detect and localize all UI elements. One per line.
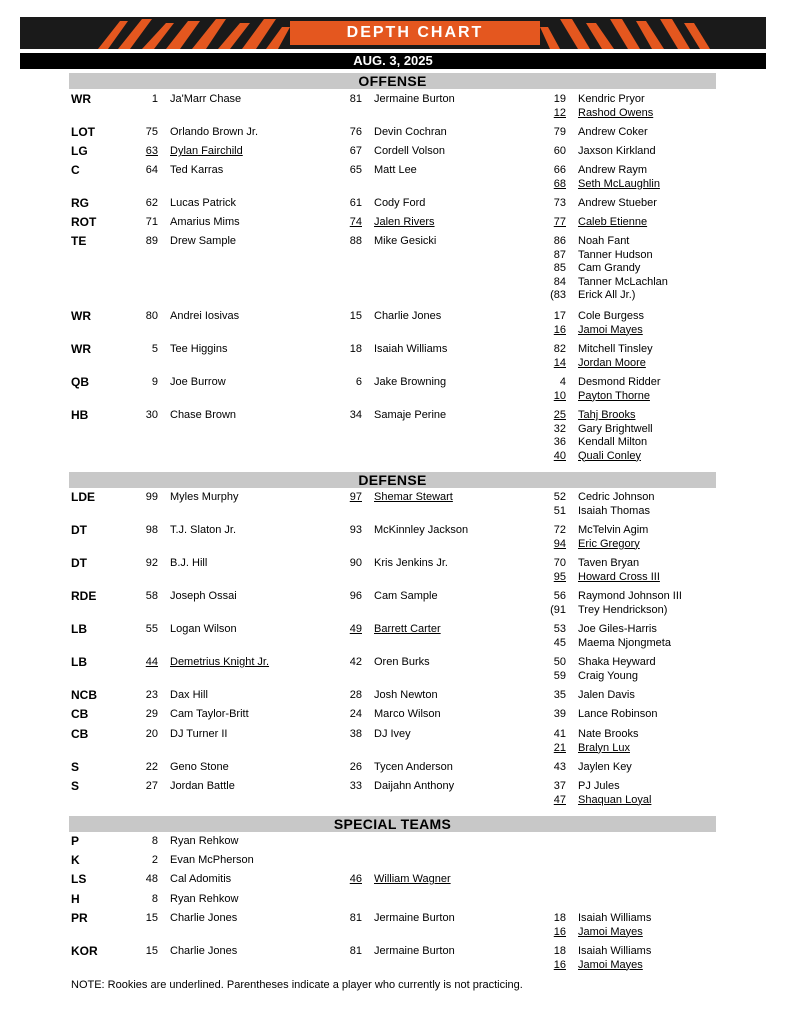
player-name: Nate Brooks bbox=[578, 728, 639, 740]
position-label: DT bbox=[71, 556, 87, 570]
jersey-number: 86 bbox=[553, 235, 566, 247]
jersey-number: 23 bbox=[145, 689, 158, 701]
position-label: LDE bbox=[71, 490, 95, 504]
jersey-number: 72 bbox=[553, 524, 566, 536]
player-name: Rashod Owens bbox=[578, 106, 654, 119]
position-label: P bbox=[71, 834, 80, 848]
jersey-number: 66 bbox=[553, 164, 566, 176]
jersey-number: 21 bbox=[553, 741, 566, 754]
jersey-number: 25 bbox=[553, 409, 566, 421]
jersey-number: 71 bbox=[145, 216, 158, 228]
jersey-number: 35 bbox=[553, 689, 566, 701]
player-name: PJ Jules bbox=[578, 780, 620, 792]
jersey-number: 53 bbox=[553, 623, 566, 635]
jersey-number: 29 bbox=[145, 708, 158, 720]
jersey-number: 77 bbox=[553, 216, 566, 228]
jersey-number: 8 bbox=[151, 893, 158, 905]
jersey-number: 1 bbox=[151, 93, 158, 105]
player-name: Cal Adomitis bbox=[170, 873, 232, 885]
player-name: Kendall Milton bbox=[578, 436, 648, 448]
position-label: LG bbox=[71, 144, 88, 158]
jersey-number: 20 bbox=[145, 728, 158, 740]
jersey-number: 79 bbox=[553, 126, 566, 138]
player-name: Cole Burgess bbox=[578, 310, 645, 322]
position-label: C bbox=[71, 163, 80, 177]
jersey-number: 36 bbox=[553, 436, 566, 448]
player-name: Trey Hendrickson) bbox=[578, 603, 668, 616]
jersey-number: (91 bbox=[550, 603, 566, 616]
jersey-number: 10 bbox=[553, 389, 566, 402]
jersey-number: 18 bbox=[349, 343, 362, 355]
player-name: Jalen Davis bbox=[578, 689, 635, 701]
jersey-number: 96 bbox=[349, 590, 362, 602]
player-name: Orlando Brown Jr. bbox=[170, 126, 259, 138]
player-name: Quali Conley bbox=[578, 449, 641, 462]
jersey-number: 63 bbox=[145, 145, 158, 157]
player-name: Jaylen Key bbox=[578, 761, 632, 773]
player-name: Jalen Rivers bbox=[374, 216, 435, 228]
player-name: Desmond Ridder bbox=[578, 376, 661, 388]
jersey-number: 17 bbox=[553, 310, 566, 322]
jersey-number: 14 bbox=[553, 356, 566, 369]
jersey-number: 82 bbox=[553, 343, 566, 355]
player-name: Kris Jenkins Jr. bbox=[374, 557, 448, 569]
player-name: William Wagner bbox=[374, 873, 451, 885]
position-label: RG bbox=[71, 196, 89, 210]
section-header-defense: DEFENSE bbox=[69, 472, 716, 488]
player-name: Eric Gregory bbox=[578, 537, 640, 550]
position-label: WR bbox=[71, 342, 91, 356]
jersey-number: 74 bbox=[349, 216, 362, 228]
position-label: LS bbox=[71, 872, 87, 886]
jersey-number: 41 bbox=[553, 728, 566, 740]
player-name: Devin Cochran bbox=[374, 126, 447, 138]
player-name: Geno Stone bbox=[170, 761, 229, 773]
player-name: Chase Brown bbox=[170, 409, 237, 421]
jersey-number: 58 bbox=[145, 590, 158, 602]
player-name: Cam Taylor-Britt bbox=[170, 708, 249, 720]
jersey-number: 67 bbox=[349, 145, 362, 157]
player-name: Josh Newton bbox=[374, 689, 438, 701]
position-label: H bbox=[71, 892, 80, 906]
footnote: NOTE: Rookies are underlined. Parentheses indicate a player who currently is not practicing. bbox=[71, 979, 523, 991]
position-label: CB bbox=[71, 707, 89, 721]
player-name: Isaiah Williams bbox=[578, 912, 652, 924]
jersey-number: 80 bbox=[145, 310, 158, 322]
jersey-number: 39 bbox=[553, 708, 566, 720]
jersey-number: 18 bbox=[553, 945, 566, 957]
player-name: Noah Fant bbox=[578, 235, 630, 247]
player-name: Mitchell Tinsley bbox=[578, 343, 653, 355]
position-label: S bbox=[71, 760, 80, 774]
player-name: Ted Karras bbox=[170, 164, 224, 176]
jersey-number: 30 bbox=[145, 409, 158, 421]
player-name: Lance Robinson bbox=[578, 708, 658, 720]
jersey-number: 38 bbox=[349, 728, 362, 740]
jersey-number: 61 bbox=[349, 197, 362, 209]
jersey-number: 40 bbox=[553, 449, 566, 462]
jersey-number: 16 bbox=[553, 323, 566, 336]
jersey-number: 24 bbox=[349, 708, 362, 720]
player-name: Jermaine Burton bbox=[374, 912, 455, 924]
player-name: Andrei Iosivas bbox=[170, 310, 240, 322]
jersey-number: 87 bbox=[553, 248, 566, 261]
position-label: WR bbox=[71, 92, 91, 106]
player-name: Cedric Johnson bbox=[578, 491, 655, 503]
player-name: Logan Wilson bbox=[170, 623, 237, 635]
jersey-number: 70 bbox=[553, 557, 566, 569]
player-name: Jordan Moore bbox=[578, 356, 646, 369]
jersey-number: 59 bbox=[553, 669, 566, 682]
player-name: Samaje Perine bbox=[374, 409, 447, 421]
position-label: LOT bbox=[71, 125, 95, 139]
jersey-number: 15 bbox=[145, 945, 158, 957]
jersey-number: 2 bbox=[151, 854, 158, 866]
jersey-number: 5 bbox=[151, 343, 158, 355]
player-name: Lucas Patrick bbox=[170, 197, 237, 209]
jersey-number: 6 bbox=[355, 376, 362, 388]
jersey-number: 51 bbox=[553, 504, 566, 517]
jersey-number: 56 bbox=[553, 590, 566, 602]
jersey-number: 42 bbox=[349, 656, 362, 668]
player-name: Marco Wilson bbox=[374, 708, 441, 720]
jersey-number: 62 bbox=[145, 197, 158, 209]
position-label: NCB bbox=[71, 688, 97, 702]
jersey-number: 81 bbox=[349, 945, 362, 957]
jersey-number: 48 bbox=[145, 873, 158, 885]
jersey-number: 8 bbox=[151, 835, 158, 847]
player-name: Tee Higgins bbox=[170, 343, 228, 355]
jersey-number: 99 bbox=[145, 491, 158, 503]
player-name: Taven Bryan bbox=[578, 557, 640, 569]
player-name: Kendric Pryor bbox=[578, 93, 645, 105]
player-name: B.J. Hill bbox=[170, 557, 208, 569]
player-name: Shemar Stewart bbox=[374, 491, 453, 503]
jersey-number: 55 bbox=[145, 623, 158, 635]
jersey-number: 16 bbox=[553, 958, 566, 971]
player-name: Ryan Rehkow bbox=[170, 893, 239, 905]
player-name: Cam Sample bbox=[374, 590, 438, 602]
position-label: WR bbox=[71, 309, 91, 323]
jersey-number: 18 bbox=[553, 912, 566, 924]
player-name: Seth McLaughlin bbox=[578, 177, 660, 190]
jersey-number: 68 bbox=[553, 177, 566, 190]
position-label: K bbox=[71, 853, 80, 867]
jersey-number: 4 bbox=[559, 376, 566, 388]
player-name: Joe Burrow bbox=[170, 376, 226, 388]
jersey-number: 12 bbox=[553, 106, 566, 119]
player-name: Myles Murphy bbox=[170, 491, 239, 503]
player-name: Evan McPherson bbox=[170, 854, 254, 866]
position-label: KOR bbox=[71, 944, 98, 958]
player-name: Andrew Raym bbox=[578, 164, 648, 176]
jersey-number: 85 bbox=[553, 262, 566, 274]
player-name: Jaxson Kirkland bbox=[578, 145, 656, 157]
player-name: DJ Turner II bbox=[170, 728, 228, 740]
section-header-offense: OFFENSE bbox=[69, 73, 716, 89]
player-name: Matt Lee bbox=[374, 164, 417, 176]
player-name: Charlie Jones bbox=[170, 945, 238, 957]
player-name: Jordan Battle bbox=[170, 780, 235, 792]
jersey-number: 26 bbox=[349, 761, 362, 773]
jersey-number: 47 bbox=[553, 793, 566, 806]
player-name: Tanner Hudson bbox=[578, 248, 653, 261]
jersey-number: 43 bbox=[553, 761, 566, 773]
player-name: Joseph Ossai bbox=[170, 590, 237, 602]
player-name: DJ Ivey bbox=[374, 728, 411, 740]
player-name: Raymond Johnson III bbox=[578, 590, 682, 602]
jersey-number: 81 bbox=[349, 912, 362, 924]
jersey-number: 34 bbox=[349, 409, 362, 421]
player-name: Cordell Volson bbox=[374, 145, 445, 157]
player-name: Caleb Etienne bbox=[578, 216, 648, 228]
player-name: Dax Hill bbox=[170, 689, 208, 701]
position-label: DT bbox=[71, 523, 87, 537]
jersey-number: (83 bbox=[550, 289, 566, 301]
player-name: Jamoi Mayes bbox=[578, 925, 643, 938]
player-name: Payton Thorne bbox=[578, 389, 650, 402]
player-name: Barrett Carter bbox=[374, 623, 441, 635]
jersey-number: 46 bbox=[349, 873, 362, 885]
jersey-number: 98 bbox=[145, 524, 158, 536]
player-name: Jamoi Mayes bbox=[578, 958, 643, 971]
player-name: Charlie Jones bbox=[170, 912, 238, 924]
player-name: Andrew Coker bbox=[578, 126, 648, 138]
player-name: Shaquan Loyal bbox=[578, 793, 652, 806]
player-name: Joe Giles-Harris bbox=[578, 623, 657, 635]
jersey-number: 93 bbox=[349, 524, 362, 536]
jersey-number: 27 bbox=[145, 780, 158, 792]
date-bar: AUG. 3, 2025 bbox=[20, 53, 766, 69]
player-name: Cam Grandy bbox=[578, 262, 641, 274]
jersey-number: 76 bbox=[349, 126, 362, 138]
jersey-number: 52 bbox=[553, 491, 566, 503]
player-name: Oren Burks bbox=[374, 656, 430, 668]
player-name: Ja'Marr Chase bbox=[170, 93, 242, 105]
jersey-number: 19 bbox=[553, 93, 566, 105]
player-name: Jake Browning bbox=[374, 376, 447, 388]
position-label: HB bbox=[71, 408, 89, 422]
player-name: Cody Ford bbox=[374, 197, 426, 209]
player-name: Mike Gesicki bbox=[374, 235, 437, 247]
jersey-number: 16 bbox=[553, 925, 566, 938]
player-name: Isaiah Thomas bbox=[578, 504, 650, 517]
header-banner bbox=[20, 17, 766, 49]
player-name: Dylan Fairchild bbox=[170, 145, 243, 157]
player-name: Ryan Rehkow bbox=[170, 835, 239, 847]
player-name: Erick All Jr.) bbox=[578, 289, 636, 301]
player-name: Maema Njongmeta bbox=[578, 636, 671, 649]
jersey-number: 64 bbox=[145, 164, 158, 176]
player-name: Gary Brightwell bbox=[578, 422, 653, 435]
player-name: Daijahn Anthony bbox=[374, 780, 455, 792]
player-name: Jamoi Mayes bbox=[578, 323, 643, 336]
player-name: Howard Cross III bbox=[578, 570, 660, 583]
player-name: Bralyn Lux bbox=[578, 741, 630, 754]
jersey-number: 15 bbox=[145, 912, 158, 924]
section-header-special-teams: SPECIAL TEAMS bbox=[69, 816, 716, 832]
page-title: DEPTH CHART bbox=[290, 21, 540, 45]
jersey-number: 44 bbox=[145, 656, 158, 668]
jersey-number: 89 bbox=[145, 235, 158, 247]
player-name: Jermaine Burton bbox=[374, 945, 455, 957]
position-label: LB bbox=[71, 622, 87, 636]
player-name: Andrew Stueber bbox=[578, 197, 657, 209]
position-label: TE bbox=[71, 234, 87, 248]
jersey-number: 50 bbox=[553, 656, 566, 668]
position-label: PR bbox=[71, 911, 88, 925]
jersey-number: 65 bbox=[349, 164, 362, 176]
player-name: Isaiah Williams bbox=[374, 343, 448, 355]
position-label: CB bbox=[71, 727, 89, 741]
jersey-number: 15 bbox=[349, 310, 362, 322]
jersey-number: 33 bbox=[349, 780, 362, 792]
player-name: Demetrius Knight Jr. bbox=[170, 656, 270, 668]
position-label: ROT bbox=[71, 215, 97, 229]
player-name: Jermaine Burton bbox=[374, 93, 455, 105]
jersey-number: 73 bbox=[553, 197, 566, 209]
player-name: T.J. Slaton Jr. bbox=[170, 524, 237, 536]
position-label: RDE bbox=[71, 589, 97, 603]
player-name: Drew Sample bbox=[170, 235, 237, 247]
player-name: McTelvin Agim bbox=[578, 524, 649, 536]
player-name: Craig Young bbox=[578, 669, 638, 682]
jersey-number: 97 bbox=[349, 491, 362, 503]
jersey-number: 95 bbox=[553, 570, 566, 583]
player-name: Tycen Anderson bbox=[374, 761, 453, 773]
jersey-number: 81 bbox=[349, 93, 362, 105]
player-name: Charlie Jones bbox=[374, 310, 442, 322]
jersey-number: 45 bbox=[553, 636, 566, 649]
jersey-number: 49 bbox=[349, 623, 362, 635]
player-name: Shaka Heyward bbox=[578, 656, 656, 668]
position-label: QB bbox=[71, 375, 89, 389]
jersey-number: 22 bbox=[145, 761, 158, 773]
jersey-number: 32 bbox=[553, 422, 566, 435]
jersey-number: 75 bbox=[145, 126, 158, 138]
position-label: S bbox=[71, 779, 80, 793]
jersey-number: 84 bbox=[553, 275, 566, 288]
jersey-number: 60 bbox=[553, 145, 566, 157]
jersey-number: 28 bbox=[349, 689, 362, 701]
jersey-number: 92 bbox=[145, 557, 158, 569]
player-name: Isaiah Williams bbox=[578, 945, 652, 957]
player-name: McKinnley Jackson bbox=[374, 524, 469, 536]
player-name: Tahj Brooks bbox=[578, 409, 636, 421]
jersey-number: 9 bbox=[151, 376, 158, 388]
player-name: Amarius Mims bbox=[170, 216, 240, 228]
jersey-number: 90 bbox=[349, 557, 362, 569]
jersey-number: 94 bbox=[553, 537, 566, 550]
jersey-number: 37 bbox=[553, 780, 566, 792]
jersey-number: 88 bbox=[349, 235, 362, 247]
player-name: Tanner McLachlan bbox=[578, 275, 668, 288]
position-label: LB bbox=[71, 655, 87, 669]
